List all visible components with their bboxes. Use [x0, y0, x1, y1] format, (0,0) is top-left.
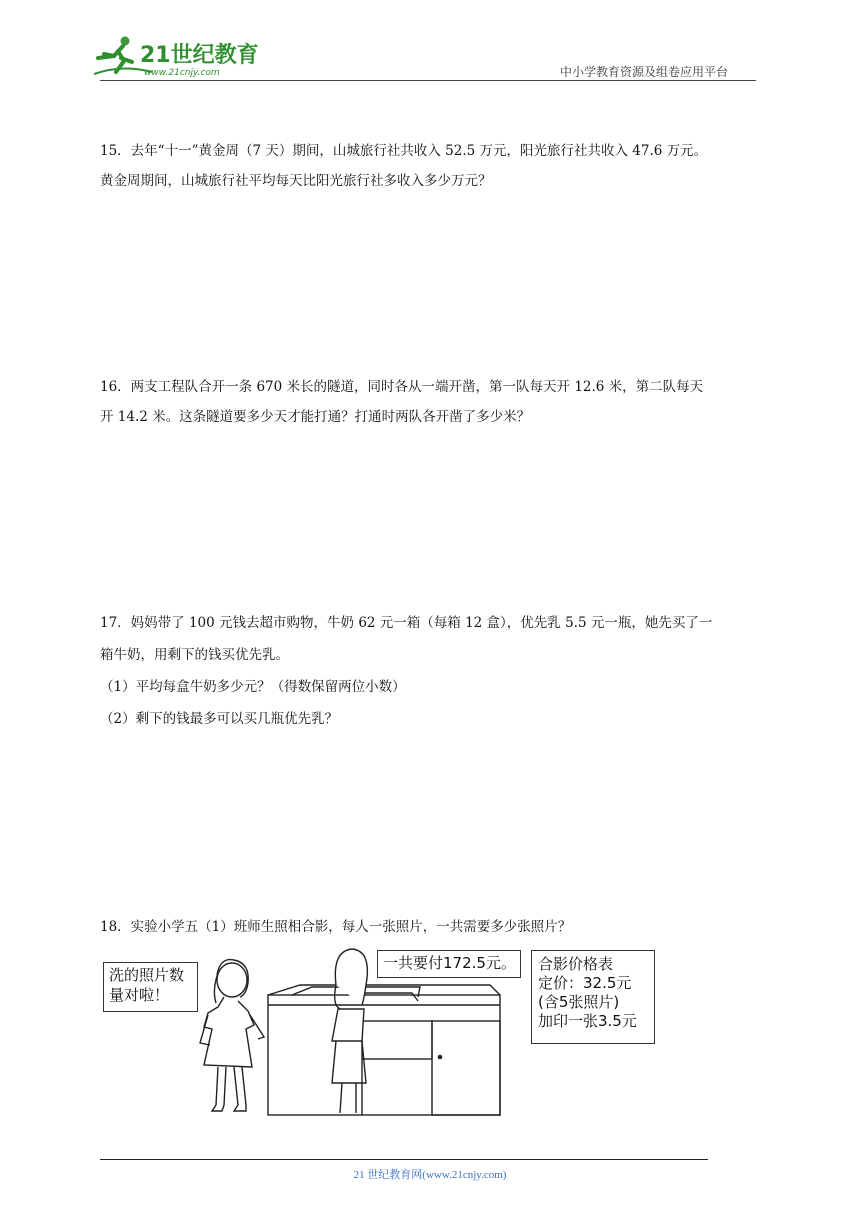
girl-bubble-line2: 量对啦！ [109, 986, 170, 1004]
question-16 [100, 372, 764, 432]
header-platform-text: 中小学教育资源及组卷应用平台 [560, 65, 729, 79]
girl-speech-bubble [103, 962, 198, 1012]
question-15-line1: 15．去年“十一”黄金周（7 天）期间，山城旅行社共收入 52.5 万元，阳光旅行社共收入 47.6 万元。 [100, 143, 708, 159]
question-17-line2: 箱牛奶，用剩下的钱买优先乳。 [100, 647, 289, 663]
question-17-line1: 17．妈妈带了 100 元钱去超市购物，牛奶 62 元一箱（每箱 12 盒），优先乳 5.5 元一瓶，她先买了一 [100, 615, 713, 631]
question-15 [100, 136, 764, 196]
price-table-includes: (含5张照片) [538, 993, 620, 1011]
price-table-extra: 加印一张3.5元 [538, 1012, 637, 1030]
site-logo [92, 34, 262, 80]
question-17 [100, 607, 764, 735]
footer-divider [100, 1159, 708, 1160]
question-17-sub1: （1）平均每盒牛奶多少元？（得数保留两位小数） [100, 679, 406, 695]
logo-url: www.21cnjy.com [144, 68, 220, 78]
clerk-speech-bubble: 一共要付172.5元。 [377, 950, 521, 978]
price-table-price: 定价：32.5元 [538, 974, 632, 992]
runner-logo-icon [92, 34, 262, 80]
question-16-line2: 开 14.2 米。这条隧道要多少天才能打通？打通时两队各开凿了多少米？ [100, 409, 531, 425]
header-divider [100, 80, 756, 81]
question-18-line1: 18．实验小学五（1）班师生照相合影，每人一张照片，一共需要多少张照片？ [100, 919, 572, 935]
price-table-title: 合影价格表 [538, 955, 614, 973]
price-table [531, 950, 655, 1044]
girl-bubble-line1: 洗的照片数 [109, 966, 185, 984]
question-15-line2: 黄金周期间，山城旅行社平均每天比阳光旅行社多收入多少万元？ [100, 173, 492, 189]
question-17-sub2: （2）剩下的钱最多可以买几瓶优先乳？ [100, 711, 339, 727]
footer-link[interactable]: 21 世纪教育网(www.21cnjy.com) [353, 1169, 507, 1181]
question-18 [100, 912, 764, 942]
girl-figure [200, 960, 264, 1111]
logo-text: 21世纪教育 [140, 43, 259, 68]
question-16-line1: 16．两支工程队合开一条 670 米长的隧道，同时各从一端开凿，第一队每天开 12.6 米，第二队每天 [100, 379, 704, 395]
shop-counter [268, 985, 500, 1115]
